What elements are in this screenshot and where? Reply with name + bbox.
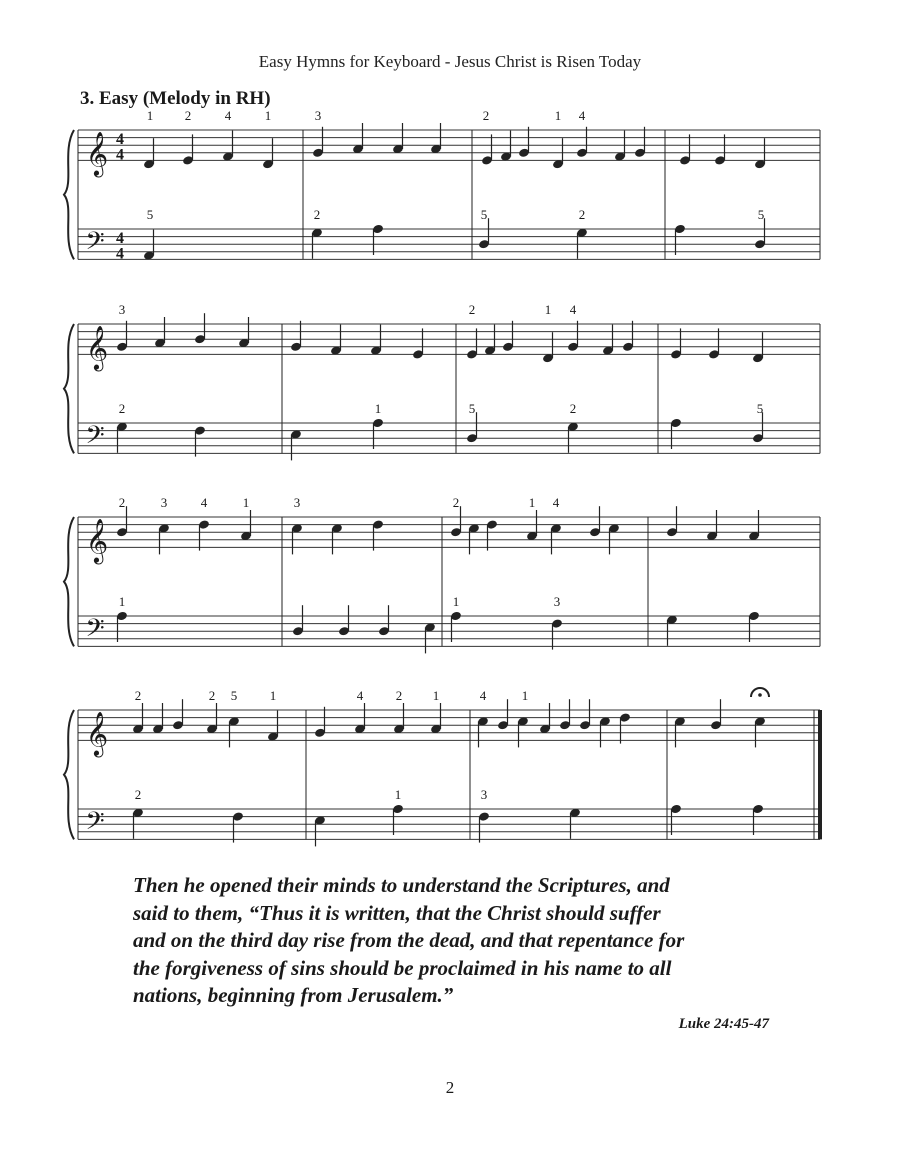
bass-clef-icon: 𝄢 [85,227,105,261]
lh-fingering-number: 2 [118,401,126,416]
treble-clef-icon: 𝄞 [85,713,109,756]
rh-fingering-number: 2 [482,108,490,123]
music-score [0,100,900,860]
rh-fingering-number: 2 [184,108,192,123]
lh-fingering-number: 5 [480,207,488,222]
treble-clef-icon: 𝄞 [85,520,109,563]
rh-fingering-number: 3 [160,495,168,510]
treble-clef-icon: 𝄞 [85,327,109,370]
section-title: 3. Easy (Melody in RH) [80,88,271,109]
rh-fingering-number: 4 [552,495,560,510]
lh-fingering-number: 1 [394,787,402,802]
scripture-quote [133,872,813,1010]
lh-fingering-number: 2 [313,207,321,222]
rh-fingering-number: 2 [118,495,126,510]
rh-fingering-number: 4 [356,688,364,703]
rh-fingering-number: 4 [578,108,586,123]
rh-fingering-number: 1 [528,495,536,510]
lh-fingering-number: 1 [118,594,126,609]
lh-fingering-number: 5 [756,401,764,416]
lh-fingering-number: 2 [578,207,586,222]
rh-fingering-number: 2 [452,495,460,510]
time-signature-top: 4 [116,230,124,248]
lh-fingering-number: 1 [374,401,382,416]
page-header: Easy Hymns for Keyboard - Jesus Christ is Risen Today [258,52,642,71]
time-signature-bottom: 4 [116,146,124,164]
rh-fingering-number: 4 [479,688,487,703]
rh-fingering-number: 3 [118,302,126,317]
rh-fingering-number: 1 [269,688,277,703]
grand-staff-brace [64,710,74,839]
time-signature-top: 4 [116,131,124,149]
rh-fingering-number: 4 [200,495,208,510]
grand-staff-brace [64,324,74,453]
quote-line: Then he opened their minds to understand the Scriptures, and [133,873,670,897]
rh-fingering-number: 1 [242,495,250,510]
lh-fingering-number: 1 [452,594,460,609]
rh-fingering-number: 1 [432,688,440,703]
rh-fingering-number: 4 [224,108,232,123]
rh-fingering-number: 1 [521,688,529,703]
bass-clef-icon: 𝄢 [85,421,105,455]
grand-staff-brace [64,517,74,646]
rh-fingering-number: 3 [314,108,322,123]
rh-fingering-number: 5 [230,688,238,703]
lh-fingering-number: 5 [146,207,154,222]
rh-fingering-number: 1 [544,302,552,317]
rh-fingering-number: 1 [554,108,562,123]
lh-fingering-number: 2 [134,787,142,802]
time-signature-bottom: 4 [116,245,124,263]
rh-fingering-number: 2 [208,688,216,703]
quote-line: said to them, “Thus it is written, that the Christ should suffer [133,900,661,925]
fermata-dot [758,693,762,697]
rh-fingering-number: 2 [134,688,142,703]
rh-fingering-number: 1 [264,108,272,123]
lh-fingering-number: 3 [553,594,561,609]
grand-staff-brace [64,130,74,259]
rh-fingering-number: 2 [395,688,403,703]
rh-fingering-number: 3 [293,495,301,510]
page-number: 2 [445,1078,455,1097]
lh-fingering-number: 5 [757,207,765,222]
rh-fingering-number: 1 [146,108,154,123]
lh-fingering-number: 5 [468,401,476,416]
scripture-citation: Luke 24:45-47 [678,1016,769,1032]
treble-clef-icon: 𝄞 [85,133,109,176]
quote-line: nations, beginning from Jerusalem.” [133,983,454,1007]
rh-fingering-number: 2 [468,302,476,317]
quote-line: the forgiveness of sins should be proclaimed in his name to all [133,955,672,980]
lh-fingering-number: 2 [569,401,577,416]
bass-clef-icon: 𝄢 [85,614,105,648]
quote-line: and on the third day rise from the dead, and that repentance for [133,928,685,952]
lh-fingering-number: 3 [480,787,488,802]
bass-clef-icon: 𝄢 [85,807,105,841]
rh-fingering-number: 4 [569,302,577,317]
